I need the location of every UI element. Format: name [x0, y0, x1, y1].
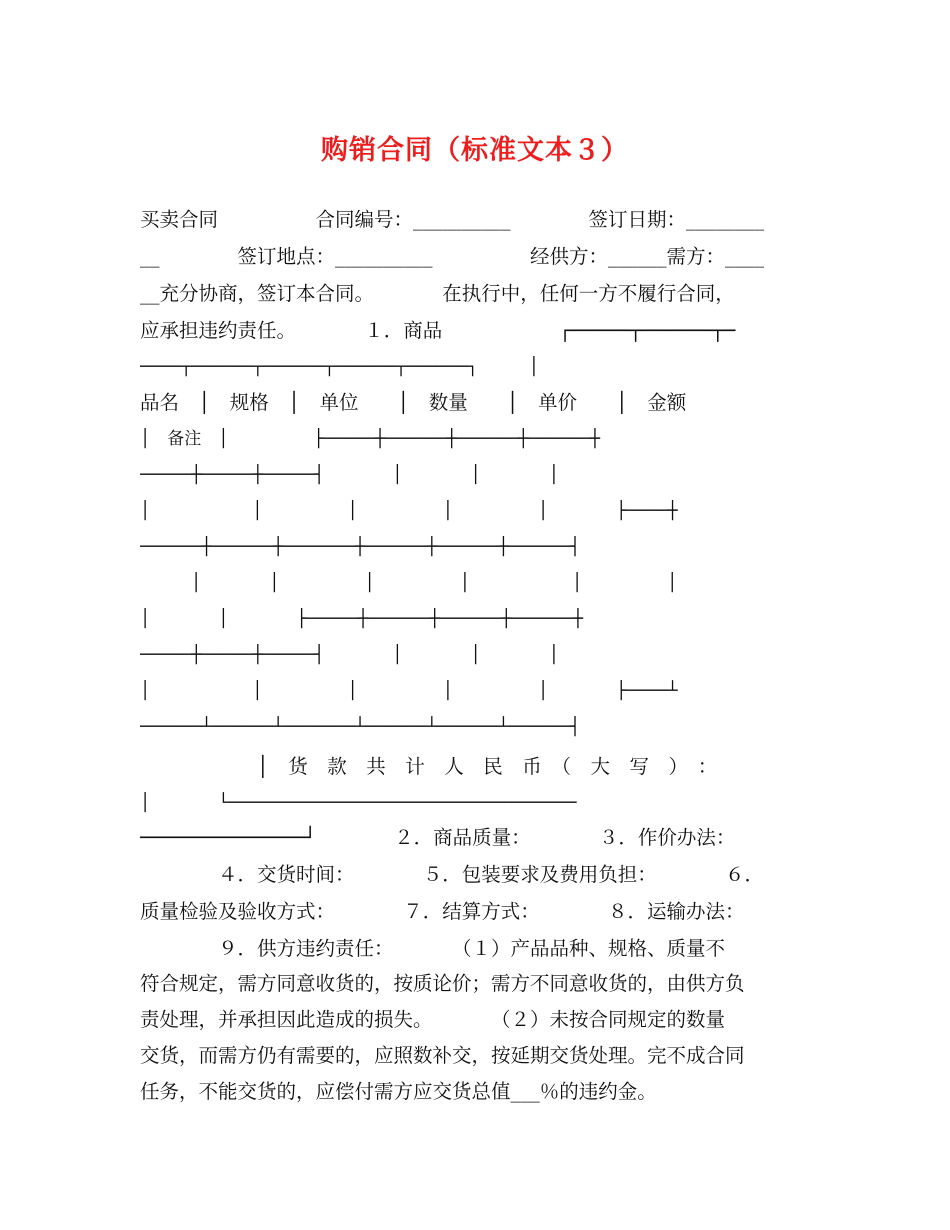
text-line-1: 买卖合同 合同编号：__________ 签订日期：________: [140, 208, 765, 231]
text-line-breach: ９．供方违约责任： （１）产品品种、规格、质量不: [140, 937, 726, 960]
text-line-3: __充分协商，签订本合同。 在执行中，任何一方不履行合同，: [140, 282, 735, 305]
text-line-delivery: ４．交货时间： ５．包装要求及费用负担： ６．: [140, 863, 765, 886]
table-body-line: │ │ │ │ │ │: [140, 573, 678, 593]
text-line-breach-2: 符合规定，需方同意收货的，按质论价；需方不同意收货的，由供方负: [140, 972, 745, 995]
text-line-inspection: 质量检验及验收方式： ７．结算方式： ８．运输办法：: [140, 900, 745, 923]
text-line-breach-3: 责处理，并承担因此造成的损失。 （２）未按合同规定的数量: [140, 1008, 726, 1031]
table-header-row: 品名 │ 规格 │ 单位 │ 数量 │ 单价 │ 金额: [140, 391, 687, 414]
text-line-2: __ 签订地点：__________ 经供方：______需方：____: [140, 245, 765, 268]
table-body-line: │ │ │ │ │ ├────┼: [140, 501, 678, 521]
text-line-quality: ──────────────┘ ２．商品质量： ３．作价办法：: [140, 826, 736, 849]
text-line-4: 应承担违约责任。 １．商品 ┌─────┬──────┬─: [140, 319, 736, 342]
table-border-line: ─────┼─────┼─────┤ │ │ │: [140, 465, 559, 485]
table-border-line: ──────┼──────┼───────┼──────┼──────┼──────┤: [140, 537, 581, 557]
table-border-line: ────┬──────┬──────┬──────┬──────┐ │: [140, 357, 539, 377]
total-amount-line: │ 货 款 共 计 人 民 币 （ 大 写 ） ：: [140, 755, 718, 778]
table-border-line: ──────┴──────┴───────┴──────┴──────┴──────┤: [140, 717, 581, 737]
table-border-line: ─────┼─────┼─────┤ │ │ │: [140, 645, 559, 665]
text-line-breach-5: 任务，不能交货的，应偿付需方应交货总值___％的违约金。: [140, 1080, 657, 1103]
text-line-breach-4: 交货，而需方仍有需要的，应照数补交，按延期交货处理。完不成合同: [140, 1044, 745, 1067]
table-header-row-2: │ 备注 │ ├─────┼──────┼──────┼──────┼: [140, 429, 601, 449]
table-body-line: │ │ │ │ │ ├────┴: [140, 681, 678, 701]
table-border-line: │ └──────────────────────────────────: [140, 793, 577, 813]
table-body-line: │ │ ├─────┼──────┼──────┼──────┼: [140, 609, 584, 629]
page-title: 购销合同（标准文本３）: [321, 135, 629, 166]
